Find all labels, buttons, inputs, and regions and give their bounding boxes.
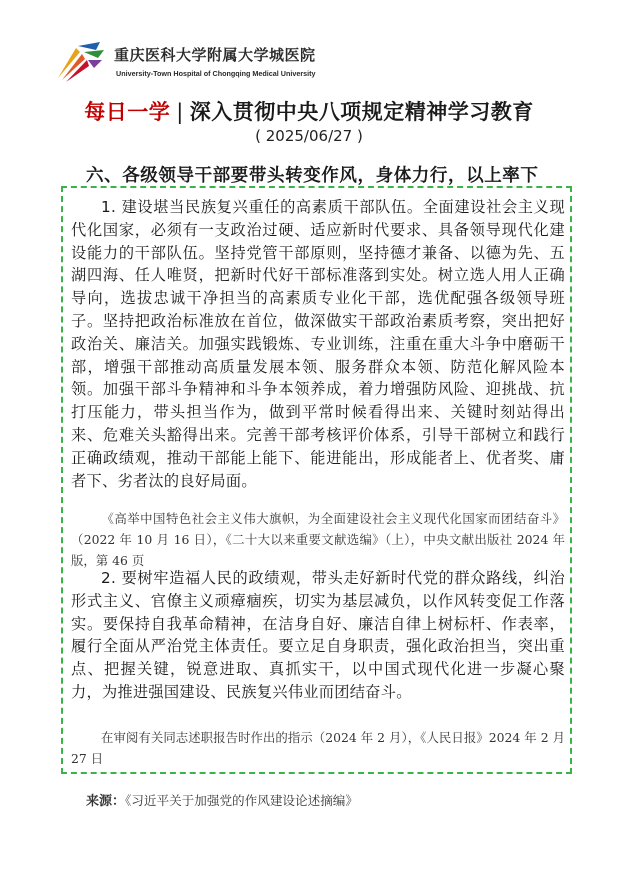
hospital-name-en: University-Town Hospital of Chongqing Medical University: [116, 69, 316, 78]
content-paragraph-1: [71, 196, 565, 492]
paragraph-2-text: 2. 要树牢造福人民的政绩观，带头走好新时代党的群众路线，纠治形式主义、官僚主义顽瘴痼疾，切实为基层减负，以作风转变促工作落实。要保持自我革命精神，在洁身自好、廉洁自律上树标杆、作表率，履行全面从严治党主体责任。要立足自身职责，强化政治担当，突出重点、把握关键，锐意进取、真抓实干，以中国式现代化进一步凝心聚力，为推进强国建设、民族复兴伟业而团结奋斗。: [71, 569, 565, 701]
hospital-name-cn: 重庆医科大学附属大学城医院: [114, 46, 316, 64]
hospital-logo-icon: [52, 38, 108, 86]
title-main: 深入贯彻中央八项规定精神学习教育: [189, 100, 534, 124]
title-separator: |: [176, 100, 184, 124]
citation-1-text: 《高举中国特色社会主义伟大旗帜，为全面建设社会主义现代化国家而团结奋斗》（2022 年 10 月 16 日），《二十大以来重要文献选编》（上），中央文献出版社 2024 年版，第 46 页: [71, 511, 565, 568]
page-title: [0, 96, 618, 126]
citation-2: [71, 727, 565, 769]
publish-date: ( 2025/06/27 ): [255, 127, 363, 145]
title-accent: 每日一学: [84, 100, 171, 124]
source-text: 《习近平关于加强党的作风建设论述摘编》: [125, 793, 358, 808]
section-heading: 六、各级领导干部要带头转变作风，身体力行，以上率下: [86, 166, 539, 186]
citation-2-text: 在审阅有关同志述职报告时作出的指示（2024 年 2 月），《人民日报》2024 年 2 月 27 日: [71, 730, 565, 766]
hospital-header: [52, 38, 372, 86]
content-paragraph-2: [71, 567, 565, 704]
source-line: [86, 790, 358, 809]
citation-1: [71, 508, 565, 571]
paragraph-1-text: 1. 建设堪当民族复兴重任的高素质干部队伍。全面建设社会主义现代化国家，必须有一支政治过硬、适应新时代要求、具备领导现代化建设能力的干部队伍。坚持党管干部原则，坚持德才兼备、以德为先、五湖四海、任人唯贤，把新时代好干部标准落到实处。树立选人用人正确导向，选拔忠诚干净担当的高素质专业化干部，选优配强各级领导班子。坚持把政治标准放在首位，做深做实干部政治素质考察，突出把好政治关、廉洁关。加强实践锻炼、专业训练，注重在重大斗争中磨砺干部，增强干部推动高质量发展本领、服务群众本领、防范化解风险本领。加强干部斗争精神和斗争本领养成，着力增强防风险、迎挑战、抗打压能力，带头担当作为，做到平常时候看得出来、关键时刻站得出来、危难关头豁得出来。完善干部考核评价体系，引导干部树立和践行正确政绩观，推动干部能上能下、能进能出，形成能者上、优者奖、庸者下、劣者汰的良好局面。: [71, 198, 565, 490]
source-label: 来源：: [86, 794, 126, 809]
